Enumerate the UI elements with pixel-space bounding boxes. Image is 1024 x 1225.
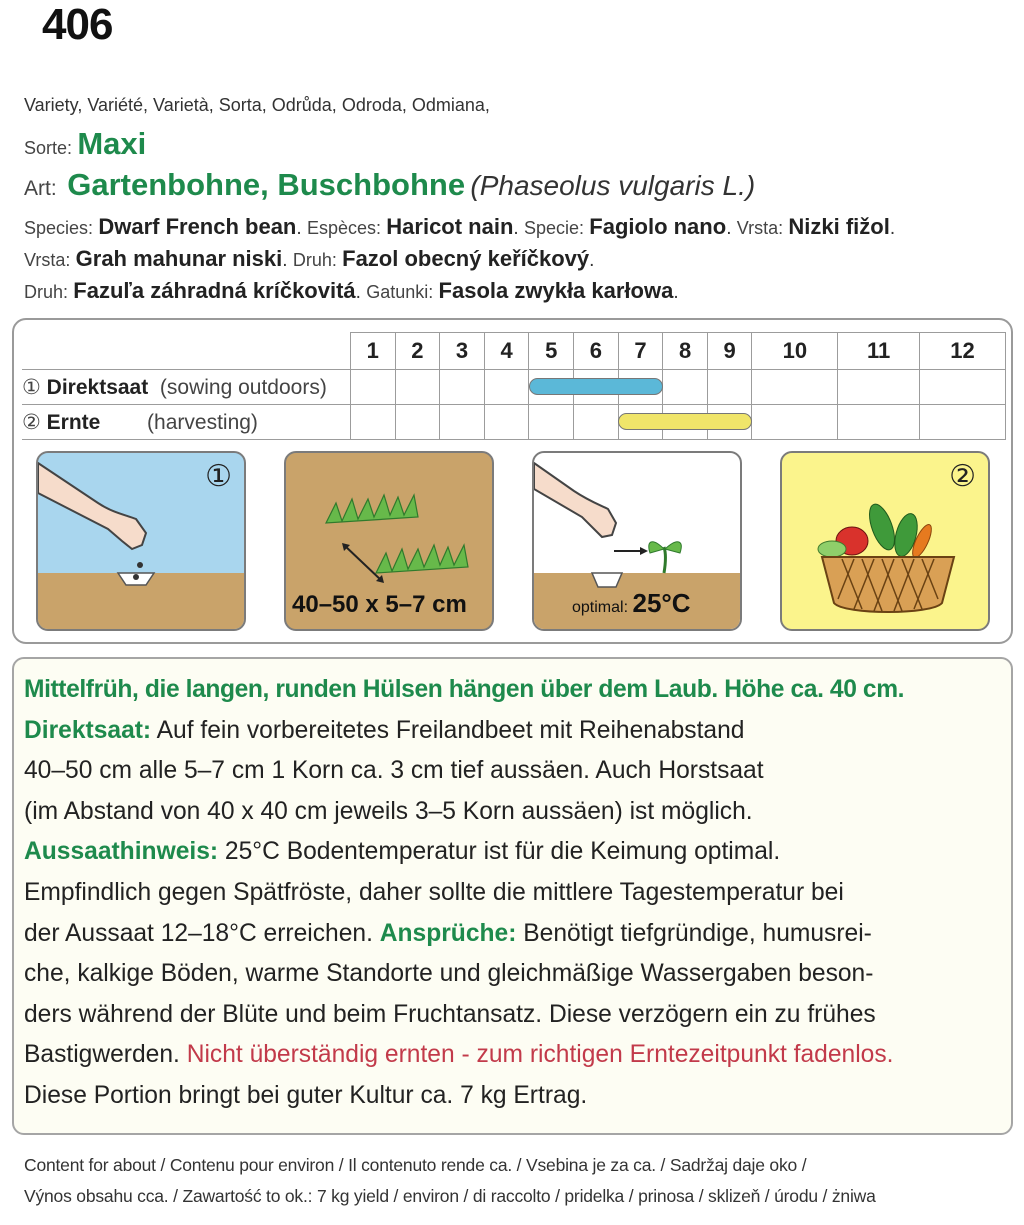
month-cell: 11	[838, 333, 920, 370]
month-cell: 5	[529, 333, 574, 370]
art-row	[24, 167, 755, 203]
optimal-label: optimal:	[572, 599, 629, 616]
month-cell: 1	[351, 333, 396, 370]
temperature-caption	[572, 588, 691, 619]
species-line-3: Druh: Fazuľa záhradná kríčkovitá. Gatunki: Fasola zwykła karłowa.	[24, 278, 679, 303]
variety-line: Variety, Variété, Varietà, Sorta, Odrůda, Odroda, Odmiana,	[24, 95, 490, 115]
footer-line-2: Výnos obsahu cca. / Zawartość to ok.: 7 kg yield / environ / di raccolto / pridelka / prinosa / sklizeň / úrodu / żniwa	[24, 1186, 876, 1206]
art-value: Gartenbohne, Buschbohne	[67, 167, 466, 202]
sowing-notes: Aussaathinweis: 25°C Bodentemperatur ist für die Keimung optimal. Empfindlich gegen Spätfröste, daher sollte die mittlere Tagestemperatur bei der Aussaat 12–18°C erreichen. Ansprüche: Benötigt tiefgründige, humusrei- che, kalkige Böden, warme Standorte und gleichmäßige Wassergaben beson- ders während der Blüte und beim Fruchtansatz. Diese verzögern ein zu frühes Bastigwerden. Nicht überständig ernten - zum richtigen Erntezeitpunkt fadenlos. Diese Portion bringt bei guter Kultur ca. 7 kg Ertrag.	[24, 838, 894, 1109]
month-cell: 6	[574, 333, 619, 370]
month-cell: 12	[920, 333, 1006, 370]
harvest-period-bar	[618, 413, 752, 430]
month-cell: 4	[484, 333, 529, 370]
month-cell: 9	[707, 333, 752, 370]
description-text	[24, 670, 1002, 1117]
month-cell: 7	[618, 333, 663, 370]
month-cell: 3	[440, 333, 485, 370]
latin-name: (Phaseolus vulgaris L.)	[470, 170, 756, 201]
spacing-illustration-card	[284, 451, 494, 631]
footer-line-1: Content for about / Contenu pour environ / Il contenuto rende ca. / Vsebina je za ca. / Sadržaj daje oko /	[24, 1155, 807, 1175]
harvest-illustration-card	[780, 451, 990, 631]
art-label: Art:	[24, 177, 57, 200]
temperature-illustration-card	[532, 451, 742, 631]
sorte-row	[24, 126, 146, 162]
sowing-calendar	[22, 332, 1006, 440]
month-cell: 8	[663, 333, 708, 370]
sowing-instructions: Direktsaat: Auf fein vorbereitetes Freilandbeet mit Reihenabstand 40–50 cm alle 5–7 cm 1 Korn ca. 3 cm tief aussäen. Auch Horstsaat (im Abstand von 40 x 40 cm jeweils 3–5 Korn aussäen) ist möglich.	[24, 716, 764, 825]
calendar-month-row	[22, 333, 1006, 370]
sowing-illustration-card	[36, 451, 246, 631]
species-line-1: Species: Dwarf French bean. Espèces: Haricot nain. Specie: Fagiolo nano. Vrsta: Nizki fižol.	[24, 214, 896, 239]
species-line-2: Vrsta: Grah mahunar niski. Druh: Fazol obecný keříčkový.	[24, 246, 595, 271]
calendar-row-harvest	[22, 405, 1006, 440]
optimal-temperature: 25°C	[632, 588, 691, 618]
description-summary: Mittelfrüh, die langen, runden Hülsen hängen über dem Laub. Höhe ca. 40 cm.	[24, 676, 905, 703]
calendar-corner	[22, 333, 351, 370]
product-code: 406	[42, 0, 113, 49]
sorte-value: Maxi	[77, 126, 147, 161]
sowing-period-bar	[529, 378, 663, 395]
spacing-caption: 40–50 x 5–7 cm	[292, 591, 467, 618]
month-cell: 2	[395, 333, 440, 370]
harvest-label: ② Ernte (harvesting)	[22, 405, 351, 440]
harvest-warning: Nicht überständig ernten - zum richtigen Erntezeitpunkt fadenlos.	[186, 1041, 894, 1069]
yield-note: Diese Portion bringt bei guter Kultur ca. 7 kg Ertrag.	[24, 1081, 588, 1109]
month-cell: 10	[752, 333, 838, 370]
card1-badge: ①	[205, 460, 232, 493]
calendar-row-sowing	[22, 370, 1006, 405]
card4-badge: ②	[949, 460, 976, 493]
sowing-label: ① Direktsaat (sowing outdoors)	[22, 370, 351, 405]
sorte-label: Sorte:	[24, 138, 73, 158]
